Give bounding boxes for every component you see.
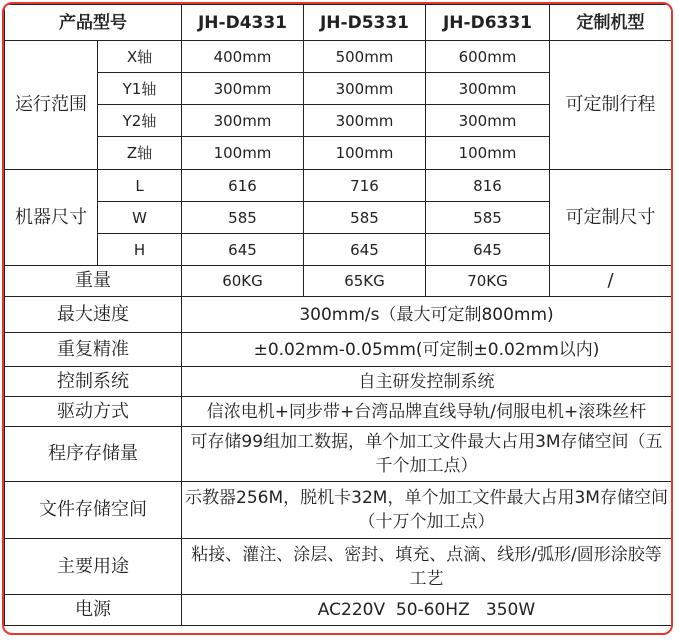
run-range-custom: 可定制行程 <box>550 41 672 170</box>
cell-value: 500mm <box>304 41 426 73</box>
header-model: 产品型号 <box>5 5 182 41</box>
machine-size-custom: 可定制尺寸 <box>550 170 672 266</box>
machine-size-label: 机器尺寸 <box>5 170 98 266</box>
table-row <box>5 297 672 333</box>
cell-value: 585 <box>304 202 426 234</box>
dimension-label: W <box>98 202 182 234</box>
spec-label: 主要用途 <box>5 539 182 595</box>
cell-value: 645 <box>182 234 304 266</box>
spec-table-frame <box>2 2 673 635</box>
spec-value: 自主研发控制系统 <box>182 367 672 397</box>
axis-label: Y1轴 <box>98 73 182 105</box>
spec-value: 示教器256M，脱机卡32M，单个加工文件最大占用3M存储空间（十万个加工点） <box>182 482 672 539</box>
spec-value: 300mm/s（最大可定制800mm) <box>182 297 672 333</box>
cell-value: 300mm <box>182 73 304 105</box>
cell-value: 60KG <box>182 266 304 297</box>
header-custom: 定制机型 <box>550 5 672 41</box>
header-row <box>5 5 672 41</box>
spec-value: 可存储99组加工数据，单个加工文件最大占用3M存储空间（五千个加工点） <box>182 427 672 482</box>
weight-label: 重量 <box>5 266 182 297</box>
cell-value: 70KG <box>426 266 550 297</box>
header-model-1: JH-D4331 <box>182 5 304 41</box>
dimension-label: H <box>98 234 182 266</box>
cell-value: 300mm <box>304 73 426 105</box>
table-row <box>5 595 672 626</box>
header-model-3: JH-D6331 <box>426 5 550 41</box>
table-row <box>5 397 672 427</box>
cell-value: 400mm <box>182 41 304 73</box>
header-model-2: JH-D5331 <box>304 5 426 41</box>
table-row <box>5 333 672 367</box>
table-row <box>5 170 672 202</box>
spec-value: AC220V 50-60HZ 350W <box>182 595 672 626</box>
cell-value: 100mm <box>182 137 304 170</box>
table-row <box>5 41 672 73</box>
axis-label: Z轴 <box>98 137 182 170</box>
spec-label: 文件存储空间 <box>5 482 182 539</box>
cell-value: 645 <box>426 234 550 266</box>
cell-value: 65KG <box>304 266 426 297</box>
cell-value: 300mm <box>426 105 550 137</box>
cell-value: 585 <box>182 202 304 234</box>
cell-value: 100mm <box>304 137 426 170</box>
cell-value: 645 <box>304 234 426 266</box>
spec-label: 最大速度 <box>5 297 182 333</box>
cell-value: 585 <box>426 202 550 234</box>
table-row <box>5 367 672 397</box>
table-row <box>5 482 672 539</box>
cell-value: 100mm <box>426 137 550 170</box>
axis-label: X轴 <box>98 41 182 73</box>
spec-label: 控制系统 <box>5 367 182 397</box>
spec-value: 信浓电机+同步带+台湾品牌直线导轨/伺服电机+滚珠丝杆 <box>182 397 672 427</box>
cell-value: 716 <box>304 170 426 202</box>
cell-value: 300mm <box>182 105 304 137</box>
table-row <box>5 539 672 595</box>
spec-label: 电源 <box>5 595 182 626</box>
table-row <box>5 266 672 297</box>
cell-value: 300mm <box>426 73 550 105</box>
spec-table <box>4 4 672 626</box>
run-range-label: 运行范围 <box>5 41 98 170</box>
cell-value: 600mm <box>426 41 550 73</box>
spec-label: 程序存储量 <box>5 427 182 482</box>
spec-label: 驱动方式 <box>5 397 182 427</box>
axis-label: Y2轴 <box>98 105 182 137</box>
dimension-label: L <box>98 170 182 202</box>
table-row <box>5 427 672 482</box>
weight-custom: / <box>550 266 672 297</box>
cell-value: 616 <box>182 170 304 202</box>
cell-value: 300mm <box>304 105 426 137</box>
spec-label: 重复精准 <box>5 333 182 367</box>
spec-value: 粘接、灌注、涂层、密封、填充、点滴、线形/弧形/圆形涂胶等工艺 <box>182 539 672 595</box>
cell-value: 816 <box>426 170 550 202</box>
spec-value: ±0.02mm-0.05mm(可定制±0.02mm以内) <box>182 333 672 367</box>
